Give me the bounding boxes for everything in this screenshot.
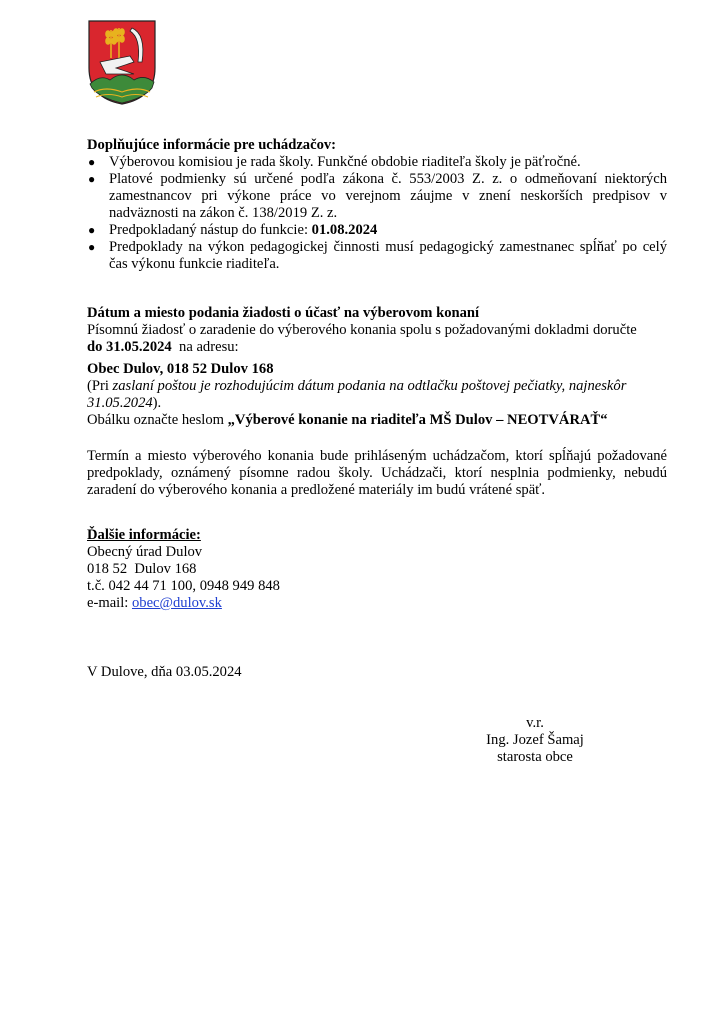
submission-heading: Dátum a miesto podania žiadosti o účasť na výberovom konaní: [87, 305, 480, 321]
envelope-label: „Výberové konanie na riaditeľa MŠ Dulov – NEOTVÁRAŤ“: [227, 412, 608, 428]
contact-office: Obecný úrad Dulov: [87, 544, 203, 560]
municipal-coat-of-arms-icon: [86, 18, 158, 106]
contact-heading: Ďalšie informácie:: [87, 527, 201, 543]
signature-block: [470, 715, 600, 766]
submission-deadline-line: do 31.05.2024 na adresu:: [87, 339, 239, 355]
additional-info-section: [87, 137, 667, 273]
bullet-icon: ●: [88, 223, 96, 237]
submission-line: Písomnú žiadosť o zaradenie do výberového konania spolu s požadovanými dokladmi doručte: [87, 322, 637, 338]
bullet-icon: ●: [88, 172, 96, 186]
list-item: ● Platové podmienky sú určené podľa zákona č. 553/2003 Z. z. o odmeňovaní niektorých zamestnancov pri výkone práce vo verejnom záujme v znení neskorších predpisov v nadväznosti na zákon č. 138/2019 Z. z.: [88, 171, 667, 221]
email-link[interactable]: obec@dulov.sk: [131, 595, 222, 611]
bullet-icon: ●: [88, 155, 96, 169]
schedule-section: [87, 448, 667, 499]
place-date-section: [87, 664, 667, 681]
submission-note: (Pri zaslaní poštou je rozhodujúcim dátum podania na odtlačku poštovej pečiatky, najneskôr 31.05.2024).: [87, 378, 627, 411]
contact-section: [87, 527, 667, 612]
signature-title: starosta obce: [497, 749, 573, 765]
signature-name: Ing. Jozef Šamaj: [486, 732, 584, 748]
contact-phone: t.č. 042 44 71 100, 0948 949 848: [87, 578, 280, 594]
list-item: ● Výberovou komisiou je rada školy. Funkčné obdobie riaditeľa školy je päťročné.: [88, 154, 581, 170]
schedule-text: Termín a miesto výberového konania bude prihláseným uchádzačom, ktorí spĺňajú požadované predpoklady, oznámený písomne radou školy. Uchádzači, ktorí nesplnia podmienky, nebudú zaradení do výberového konania a predložené materiály im budú vrátené späť.: [87, 448, 667, 498]
submission-address: Obec Dulov, 018 52 Dulov 168: [87, 361, 274, 377]
additional-info-list: [87, 154, 667, 273]
place-date: V Dulove, dňa 03.05.2024: [87, 664, 242, 680]
signature-vr: v.r.: [526, 715, 544, 731]
contact-address: 018 52 Dulov 168: [87, 561, 197, 577]
bullet-icon: ●: [88, 240, 96, 254]
list-item: ● Predpokladaný nástup do funkcie: 01.08.2024: [88, 222, 378, 238]
start-date: 01.08.2024: [311, 222, 378, 238]
additional-info-heading: Doplňujúce informácie pre uchádzačov:: [87, 137, 337, 153]
envelope-instruction: Obálku označte heslom „Výberové konanie na riaditeľa MŠ Dulov – NEOTVÁRAŤ“: [87, 412, 608, 428]
submission-section: [87, 305, 667, 429]
list-item: ● Predpoklady na výkon pedagogickej činnosti musí pedagogický zamestnanec spĺňať po celý čas výkonu funkcie riaditeľa.: [88, 239, 667, 272]
contact-email-line: e-mail: obec@dulov.sk: [87, 595, 222, 611]
submission-deadline: do 31.05.2024: [87, 339, 172, 355]
